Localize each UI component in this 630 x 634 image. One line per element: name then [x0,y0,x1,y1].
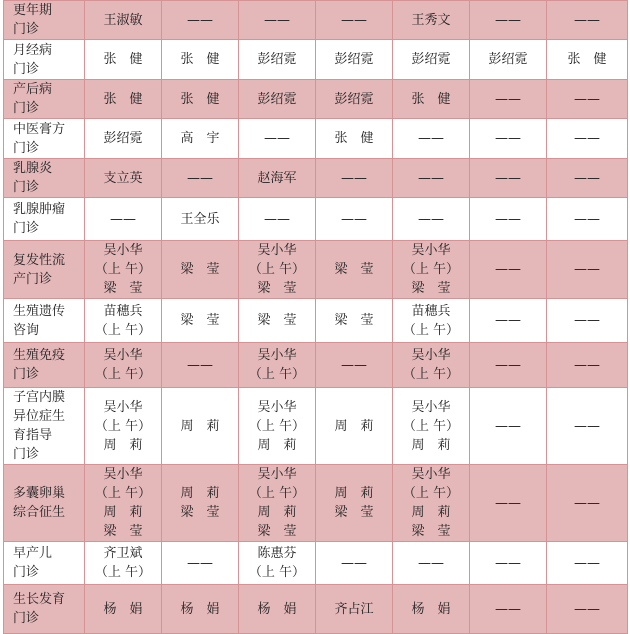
clinic-name-line: 子宫内膜 [13,390,66,405]
doctor-line: 王淑敏 [103,12,143,28]
doctor-line: 张 健 [567,52,607,67]
doctor-line: （上 午） [94,486,152,501]
schedule-row [4,299,628,343]
doctor-cell [316,198,393,241]
clinic-name-line: 生殖免疫 [13,348,66,363]
clinic-name-line: 育指导 [13,428,53,443]
doctor-cell [162,343,239,388]
doctor-line: —— [264,211,290,227]
clinic-name-line: 复发性流 [13,252,66,268]
doctor-cell [316,119,393,159]
doctor-line: —— [495,495,521,511]
doctor-line: 周 莉 [257,437,297,453]
clinic-name-line: 门诊 [13,101,40,116]
doctor-line: —— [264,131,290,146]
doctor-cell [85,198,162,241]
doctor-cell [393,159,470,198]
clinic-name-line: 咨询 [13,322,40,338]
doctor-line: 杨 娟 [257,601,297,617]
clinic-name-cell [4,343,85,388]
doctor-line: （上 午） [248,418,306,434]
doctor-cell [316,299,393,343]
doctor-line: —— [574,313,600,328]
doctor-line: —— [341,357,367,373]
doctor-cell [85,241,162,299]
doctor-line: 张 健 [103,52,143,67]
doctor-cell [239,198,316,241]
schedule-body [4,1,628,634]
doctor-line: （上 午） [248,262,306,277]
doctor-cell [316,80,393,119]
doctor-line: —— [574,418,600,434]
doctor-cell [547,80,628,119]
doctor-cell [162,119,239,159]
doctor-cell [85,542,162,585]
schedule-row [4,80,628,119]
doctor-cell [162,159,239,198]
doctor-line: —— [495,418,521,434]
doctor-cell [239,119,316,159]
doctor-line: （上 午） [402,367,460,382]
clinic-name-line: 综合征生 [13,505,66,520]
doctor-line: —— [418,211,444,227]
doctor-cell [393,465,470,542]
clinic-name-line: 门诊 [13,180,40,195]
doctor-line: —— [110,211,136,227]
doctor-cell [239,388,316,465]
doctor-line: 陈惠芬 [257,546,297,561]
doctor-cell [470,388,547,465]
doctor-cell [316,388,393,465]
doctor-cell [162,80,239,119]
schedule-row [4,198,628,241]
doctor-cell [393,80,470,119]
clinic-name-line: 门诊 [13,447,40,462]
clinic-name-cell [4,119,85,159]
clinic-name-cell [4,542,85,585]
doctor-cell [85,465,162,542]
doctor-line: —— [574,12,600,28]
doctor-cell [316,1,393,40]
doctor-line: 梁 莹 [257,313,297,328]
doctor-line: —— [418,170,444,186]
clinic-name-line: 产后病 [13,82,53,97]
doctor-cell [316,542,393,585]
clinic-name-cell [4,465,85,542]
clinic-name-line: 早产儿 [13,546,53,561]
doctor-line: 高 宇 [180,131,220,146]
doctor-line: 彭绍霓 [257,91,297,107]
clinic-name-line: 门诊 [13,611,40,626]
doctor-line: 杨 娟 [103,601,143,617]
doctor-line: 吴小华 [257,348,297,363]
doctor-line: 周 莉 [180,418,220,434]
doctor-cell [393,299,470,343]
doctor-line: 梁 莹 [103,524,143,539]
doctor-line: 张 健 [334,131,374,146]
doctor-line: 梁 莹 [180,505,220,520]
doctor-cell [547,241,628,299]
doctor-line: —— [495,131,521,146]
doctor-cell [393,1,470,40]
doctor-cell [547,343,628,388]
doctor-line: —— [495,211,521,227]
doctor-line: —— [495,12,521,28]
doctor-cell [316,465,393,542]
doctor-line: （上 午） [402,322,460,338]
doctor-line: —— [341,12,367,28]
doctor-cell [85,388,162,465]
doctor-cell [239,241,316,299]
doctor-line: 梁 莹 [411,281,451,296]
doctor-line: 周 莉 [334,418,374,434]
doctor-line: —— [495,601,521,617]
doctor-line: 苗穗兵 [411,303,451,319]
doctor-line: —— [418,555,444,571]
doctor-line: 梁 莹 [103,281,143,296]
doctor-line: 梁 莹 [180,262,220,277]
doctor-line: 吴小华 [103,243,143,258]
doctor-cell [547,585,628,634]
doctor-line: （上 午） [248,565,306,580]
doctor-cell [393,343,470,388]
doctor-cell [85,1,162,40]
doctor-line: —— [574,555,600,571]
doctor-cell [162,388,239,465]
doctor-cell [239,585,316,634]
doctor-cell [393,241,470,299]
doctor-cell [547,119,628,159]
doctor-line: 周 莉 [103,437,143,453]
doctor-cell [470,241,547,299]
doctor-cell [162,40,239,80]
doctor-line: 王全乐 [180,211,220,227]
doctor-line: 赵海军 [257,170,297,186]
doctor-cell [470,542,547,585]
clinic-name-line: 异位症生 [13,409,66,424]
doctor-cell [393,585,470,634]
doctor-cell [162,585,239,634]
doctor-line: 张 健 [180,91,220,107]
doctor-line: —— [574,262,600,277]
doctor-line: 彭绍霓 [411,52,451,67]
doctor-line: 梁 莹 [257,524,297,539]
doctor-cell [547,40,628,80]
doctor-line: 吴小华 [411,348,451,363]
clinic-name-cell [4,1,85,40]
doctor-line: 张 健 [180,52,220,67]
doctor-cell [470,119,547,159]
doctor-line: —— [574,211,600,227]
doctor-cell [470,585,547,634]
schedule-row [4,241,628,299]
doctor-line: 苗穗兵 [103,303,143,319]
doctor-line: 周 莉 [180,486,220,501]
doctor-cell [239,40,316,80]
doctor-line: 吴小华 [257,399,297,415]
doctor-line: 王秀文 [411,12,451,28]
doctor-cell [393,40,470,80]
doctor-cell [470,465,547,542]
doctor-line: 周 莉 [257,505,297,520]
doctor-cell [547,159,628,198]
schedule-row [4,465,628,542]
doctor-line: （上 午） [94,262,152,277]
doctor-line: —— [187,555,213,571]
doctor-cell [547,465,628,542]
doctor-cell [162,241,239,299]
doctor-line: 吴小华 [411,243,451,258]
doctor-line: —— [495,357,521,373]
doctor-line: （上 午） [402,418,460,434]
doctor-cell [547,1,628,40]
doctor-line: 梁 莹 [257,281,297,296]
clinic-schedule-table [3,0,628,634]
schedule-row [4,542,628,585]
doctor-line: （上 午） [94,322,152,338]
doctor-cell [162,299,239,343]
doctor-line: 张 健 [411,91,451,107]
clinic-name-line: 生长发育 [13,592,66,607]
doctor-line: （上 午） [402,262,460,277]
schedule-row [4,343,628,388]
clinic-name-cell [4,585,85,634]
doctor-line: —— [495,91,521,107]
schedule-row [4,119,628,159]
doctor-line: —— [264,12,290,28]
doctor-line: —— [495,170,521,186]
doctor-cell [547,198,628,241]
doctor-line: 彭绍霓 [488,52,528,67]
doctor-line: 彭绍霓 [257,52,297,67]
clinic-name-line: 门诊 [13,221,40,236]
schedule-row [4,159,628,198]
doctor-cell [470,159,547,198]
doctor-line: —— [574,131,600,146]
clinic-name-line: 生殖遗传 [13,303,66,319]
doctor-line: —— [574,357,600,373]
doctor-cell [470,198,547,241]
clinic-name-cell [4,40,85,80]
doctor-cell [85,299,162,343]
doctor-cell [85,119,162,159]
clinic-name-cell [4,80,85,119]
doctor-line: —— [495,313,521,328]
doctor-cell [316,40,393,80]
schedule-row [4,388,628,465]
doctor-line: 吴小华 [103,348,143,363]
doctor-cell [470,40,547,80]
doctor-line: —— [341,555,367,571]
doctor-line: —— [495,555,521,571]
doctor-line: 吴小华 [411,399,451,415]
doctor-line: 周 莉 [411,437,451,453]
clinic-name-line: 门诊 [13,565,40,580]
clinic-name-line: 产门诊 [13,271,53,287]
doctor-cell [470,1,547,40]
clinic-name-line: 门诊 [13,367,40,382]
doctor-line: 梁 莹 [180,313,220,328]
doctor-cell [470,80,547,119]
doctor-line: 周 莉 [334,486,374,501]
doctor-cell [162,198,239,241]
doctor-cell [393,119,470,159]
doctor-cell [470,343,547,388]
doctor-line: 吴小华 [103,399,143,415]
doctor-cell [547,542,628,585]
doctor-cell [239,343,316,388]
doctor-cell [547,388,628,465]
clinic-name-cell [4,241,85,299]
doctor-line: （上 午） [94,367,152,382]
clinic-name-cell [4,198,85,241]
doctor-line: 支立英 [103,170,143,186]
doctor-line: 彭绍霓 [334,52,374,67]
clinic-name-line: 中医膏方 [13,121,66,137]
doctor-line: —— [341,211,367,227]
clinic-name-line: 更年期 [13,3,53,18]
doctor-line: 吴小华 [411,467,451,482]
doctor-line: —— [574,91,600,107]
doctor-cell [316,585,393,634]
doctor-line: —— [418,131,444,146]
doctor-line: 梁 莹 [334,313,374,328]
doctor-line: （上 午） [402,486,460,501]
doctor-cell [470,299,547,343]
doctor-line: 梁 莹 [411,524,451,539]
doctor-line: 彭绍霓 [334,91,374,107]
doctor-cell [393,388,470,465]
doctor-line: （上 午） [248,486,306,501]
doctor-cell [239,80,316,119]
schedule-row [4,585,628,634]
doctor-cell [547,299,628,343]
doctor-line: 周 莉 [411,505,451,520]
doctor-line: 齐占江 [334,601,374,617]
schedule-row [4,40,628,80]
doctor-cell [239,299,316,343]
doctor-cell [239,465,316,542]
doctor-cell [85,80,162,119]
doctor-cell [239,542,316,585]
doctor-cell [85,585,162,634]
doctor-line: —— [574,601,600,617]
doctor-cell [239,159,316,198]
clinic-name-line: 门诊 [13,22,40,37]
doctor-line: 吴小华 [103,467,143,482]
doctor-line: 周 莉 [103,505,143,520]
clinic-name-cell [4,159,85,198]
doctor-line: 杨 娟 [411,601,451,617]
clinic-name-line: 乳腺炎 [13,161,53,176]
schedule-row [4,1,628,40]
clinic-name-line: 门诊 [13,61,40,77]
doctor-line: 梁 莹 [334,262,374,277]
doctor-line: 齐卫斌 [103,546,143,561]
doctor-cell [85,343,162,388]
doctor-line: —— [574,170,600,186]
clinic-name-cell [4,299,85,343]
doctor-cell [85,40,162,80]
doctor-cell [393,198,470,241]
doctor-line: 彭绍霓 [103,131,143,146]
doctor-cell [239,1,316,40]
doctor-cell [162,465,239,542]
doctor-line: —— [187,12,213,28]
doctor-cell [393,542,470,585]
clinic-name-line: 多囊卵巢 [13,486,66,501]
clinic-name-cell [4,388,85,465]
clinic-name-line: 乳腺肿瘤 [13,202,66,217]
doctor-cell [316,159,393,198]
doctor-cell [162,1,239,40]
doctor-line: 梁 莹 [334,505,374,520]
doctor-cell [85,159,162,198]
doctor-line: （上 午） [94,565,152,580]
doctor-line: （上 午） [248,367,306,382]
doctor-line: 张 健 [103,91,143,107]
doctor-line: —— [341,170,367,186]
doctor-line: 吴小华 [257,243,297,258]
doctor-cell [316,241,393,299]
doctor-line: 吴小华 [257,467,297,482]
clinic-name-line: 门诊 [13,140,40,156]
doctor-cell [162,542,239,585]
clinic-name-line: 月经病 [13,42,53,58]
doctor-line: —— [187,170,213,186]
doctor-line: —— [574,495,600,511]
doctor-cell [316,343,393,388]
doctor-line: 杨 娟 [180,601,220,617]
doctor-line: （上 午） [94,418,152,434]
doctor-line: —— [187,357,213,373]
doctor-line: —— [495,262,521,277]
